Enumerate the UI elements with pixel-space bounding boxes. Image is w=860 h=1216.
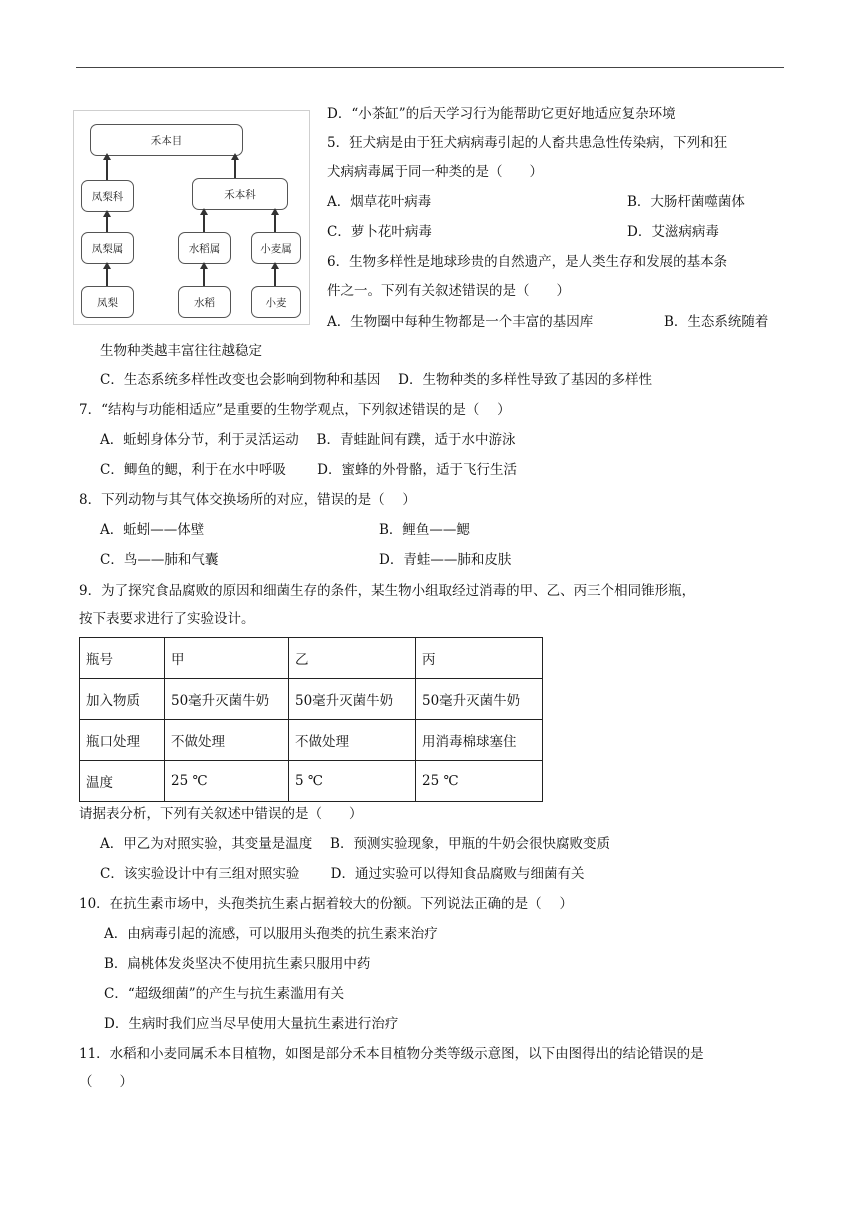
q6-options-cd: C．生态系统多样性改变也会影响到物种和基因 D．生物种类的多样性导致了基因的多样性	[100, 372, 652, 388]
q7-stem: 7．“结构与功能相适应”是重要的生物学观点，下列叙述错误的是（ ）	[79, 402, 511, 418]
table-cell: 加入物质	[80, 679, 165, 720]
table-cell: 25 ℃	[165, 761, 289, 802]
table-row	[80, 720, 543, 761]
arrow-up	[106, 268, 108, 286]
q8-option-d: D．青蛙——肺和皮肤	[379, 552, 512, 568]
q7-options-cd: C．鲫鱼的鳃，利于在水中呼吸 D．蜜蜂的外骨骼，适于飞行生活	[100, 462, 517, 478]
q8-option-a: A．蚯蚓——体壁	[100, 522, 205, 538]
q5-option-a: A．烟草花叶病毒	[327, 194, 432, 210]
q6-option-b-cont: 生物种类越丰富往往越稳定	[100, 343, 262, 359]
table-cell: 50毫升灭菌牛奶	[165, 679, 289, 720]
node-species-pineapple: 凤梨	[81, 286, 134, 318]
q11-stem: 11．水稻和小麦同属禾本目植物，如图是部分禾本目植物分类等级示意图，以下由图得出的结论错误的是	[79, 1046, 704, 1062]
arrow-up	[106, 159, 108, 180]
table-cell: 50毫升灭菌牛奶	[289, 679, 416, 720]
q9-question: 请据表分析，下列有关叙述中错误的是（ ）	[79, 806, 363, 822]
node-family-pineapple: 凤梨科	[81, 180, 134, 212]
q4-option-d: D．“小茶缸”的后天学习行为能帮助它更好地适应复杂环境	[327, 106, 676, 122]
table-row	[80, 761, 543, 802]
table-cell: 丙	[416, 638, 543, 679]
q5-option-b: B．大肠杆菌噬菌体	[627, 194, 745, 210]
arrow-up	[203, 268, 205, 286]
table-cell: 不做处理	[165, 720, 289, 761]
table-cell: 5 ℃	[289, 761, 416, 802]
node-genus-pineapple: 凤梨属	[81, 232, 134, 264]
table-cell: 不做处理	[289, 720, 416, 761]
q8-option-b: B．鲤鱼——鳃	[379, 522, 470, 538]
table-cell: 温度	[80, 761, 165, 802]
node-genus-wheat: 小麦属	[251, 232, 301, 264]
q8-option-c: C．鸟——肺和气囊	[100, 552, 219, 568]
classification-diagram	[73, 110, 310, 325]
q10-stem: 10．在抗生素市场中，头孢类抗生素占据着较大的份额。下列说法正确的是（ ）	[79, 896, 573, 912]
table-row	[80, 679, 543, 720]
q5-option-d: D．艾滋病病毒	[627, 224, 719, 240]
table-cell: 甲	[165, 638, 289, 679]
table-cell: 25 ℃	[416, 761, 543, 802]
q8-stem: 8．下列动物与其气体交换场所的对应，错误的是（ ）	[79, 492, 416, 508]
q10-option-c: C．“超级细菌”的产生与抗生素滥用有关	[104, 986, 345, 1002]
q11-stem-cont: （ ）	[79, 1074, 133, 1090]
node-species-rice: 水稻	[178, 286, 231, 318]
node-family-grass: 禾本科	[192, 178, 288, 210]
q5-option-c: C．萝卜花叶病毒	[327, 224, 432, 240]
q10-option-b: B．扁桃体发炎坚决不使用抗生素只服用中药	[104, 956, 371, 972]
q5-stem: 5．狂犬病是由于狂犬病病毒引起的人畜共患急性传染病，下列和狂	[327, 135, 728, 151]
arrow-up	[274, 214, 276, 232]
arrow-up	[106, 216, 108, 232]
q6-stem: 6．生物多样性是地球珍贵的自然遗产，是人类生存和发展的基本条	[327, 254, 728, 270]
q5-stem-cont: 犬病病毒属于同一种类的是（ ）	[327, 164, 543, 180]
q9-stem-cont: 按下表要求进行了实验设计。	[79, 611, 255, 627]
q9-stem: 9．为了探究食品腐败的原因和细菌生存的条件，某生物小组取经过消毒的甲、乙、丙三个相同锥形瓶，	[79, 583, 696, 599]
table-row	[80, 638, 543, 679]
arrow-up	[234, 159, 236, 178]
table-cell: 瓶号	[80, 638, 165, 679]
table-cell: 瓶口处理	[80, 720, 165, 761]
q9-options-ab: A．甲乙为对照实验，其变量是温度 B．预测实验现象，甲瓶的牛奶会很快腐败变质	[100, 836, 610, 852]
arrow-up	[203, 214, 205, 232]
q10-option-a: A．由病毒引起的流感，可以服用头孢类的抗生素来治疗	[104, 926, 438, 942]
table-cell: 50毫升灭菌牛奶	[416, 679, 543, 720]
q6-stem-cont: 件之一。下列有关叙述错误的是（ ）	[327, 283, 570, 299]
q6-option-a: A．生物圈中每种生物都是一个丰富的基因库	[327, 314, 594, 330]
table-cell: 乙	[289, 638, 416, 679]
q7-options-ab: A．蚯蚓身体分节，利于灵活运动 B．青蛙趾间有蹼，适于水中游泳	[100, 432, 516, 448]
q9-options-cd: C．该实验设计中有三组对照实验 D．通过实验可以得知食品腐败与细菌有关	[100, 866, 585, 882]
header-rule	[76, 67, 784, 68]
q10-option-d: D．生病时我们应当尽早使用大量抗生素进行治疗	[104, 1016, 399, 1032]
q6-option-b: B．生态系统随着	[664, 314, 769, 330]
experiment-table	[79, 637, 543, 802]
table-cell: 用消毒棉球塞住	[416, 720, 543, 761]
node-species-wheat: 小麦	[251, 286, 301, 318]
node-order: 禾本目	[90, 124, 243, 156]
node-genus-rice: 水稻属	[178, 232, 231, 264]
arrow-up	[274, 268, 276, 286]
